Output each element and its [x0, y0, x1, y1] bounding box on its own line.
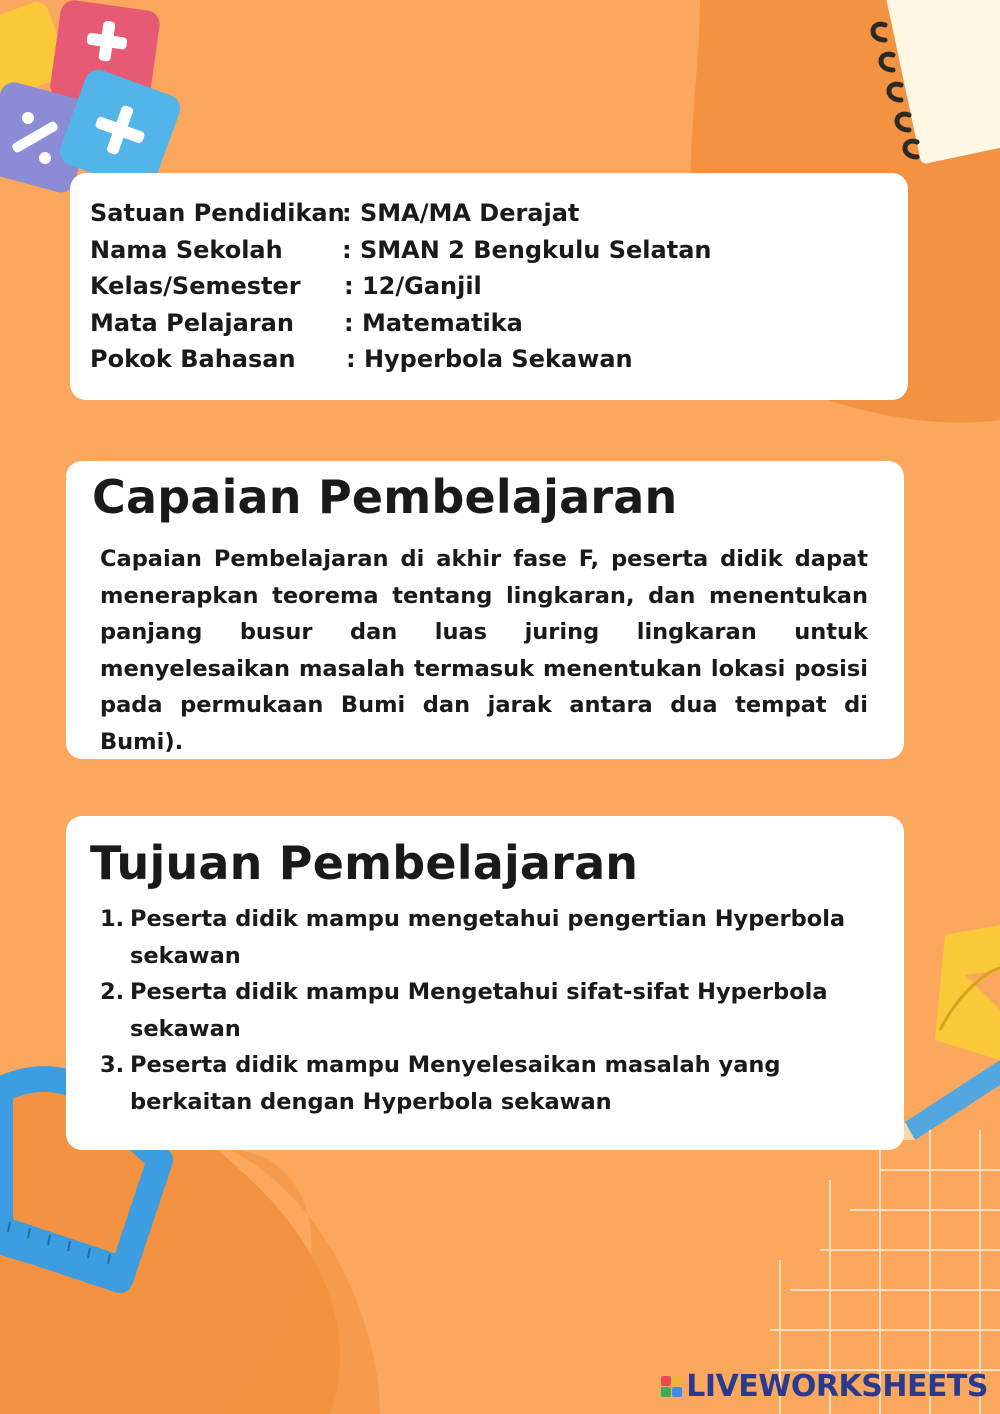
identity-card [70, 173, 908, 400]
identity-label: Nama Sekolah [90, 235, 283, 264]
capaian-text: Capaian Pembelajaran di akhir fase F, peserta didik dapat menerapkan teorema tentang lingkaran, dan menentukan panjang busur dan luas juring lingkaran untuk menyelesaikan masalah termasuk menentukan lokasi posisi pada permukaan Bumi dan jarak antara dua tempat di Bumi). [100, 546, 868, 755]
set-square-icon [935, 925, 1000, 1060]
goal-number: 2. [100, 979, 125, 1006]
identity-label: Pokok Bahasan [90, 345, 296, 373]
identity-row [90, 232, 888, 269]
goal-text: Peserta didik mampu mengetahui pengertian Hyperbola sekawan [130, 906, 846, 969]
goal-text: Peserta didik mampu Menyelesaikan masalah yang berkaitan dengan Hyperbola sekawan [130, 1052, 781, 1115]
identity-label: Satuan Pendidikan [90, 199, 345, 227]
math-tiles-icon [0, 0, 184, 196]
goal-number: 1. [100, 906, 125, 932]
capaian-title: Capaian Pembelajaran [92, 470, 678, 524]
tujuan-title: Tujuan Pembelajaran [90, 836, 639, 890]
capaian-card [66, 461, 904, 759]
identity-label: Kelas/Semester [90, 272, 301, 300]
goal-item [100, 1047, 874, 1120]
identity-row [90, 341, 888, 378]
identity-value: : Matematika [344, 308, 523, 337]
goal-text: Peserta didik mampu Mengetahui sifat-sifat Hyperbola sekawan [130, 979, 828, 1042]
tujuan-card [66, 816, 904, 1150]
identity-row [90, 305, 888, 342]
goal-number: 3. [100, 1052, 125, 1079]
identity-value: : Hyperbola Sekawan [346, 345, 633, 373]
identity-value: : SMAN 2 Bengkulu Selatan [342, 235, 712, 264]
goal-item [100, 974, 874, 1047]
liveworksheets-watermark [661, 1369, 988, 1404]
pencil-icon [898, 1060, 1000, 1140]
goal-list [100, 901, 874, 1121]
identity-row [90, 268, 888, 305]
identity-value: : 12/Ganjil [344, 272, 482, 300]
identity-row [90, 195, 888, 232]
liveworksheets-logo-icon [661, 1376, 682, 1397]
goal-item [100, 901, 874, 974]
watermark-text: LIVEWORKSHEETS [686, 1369, 988, 1404]
identity-value: : SMA/MA Derajat [342, 199, 580, 227]
identity-label: Mata Pelajaran [90, 308, 294, 337]
